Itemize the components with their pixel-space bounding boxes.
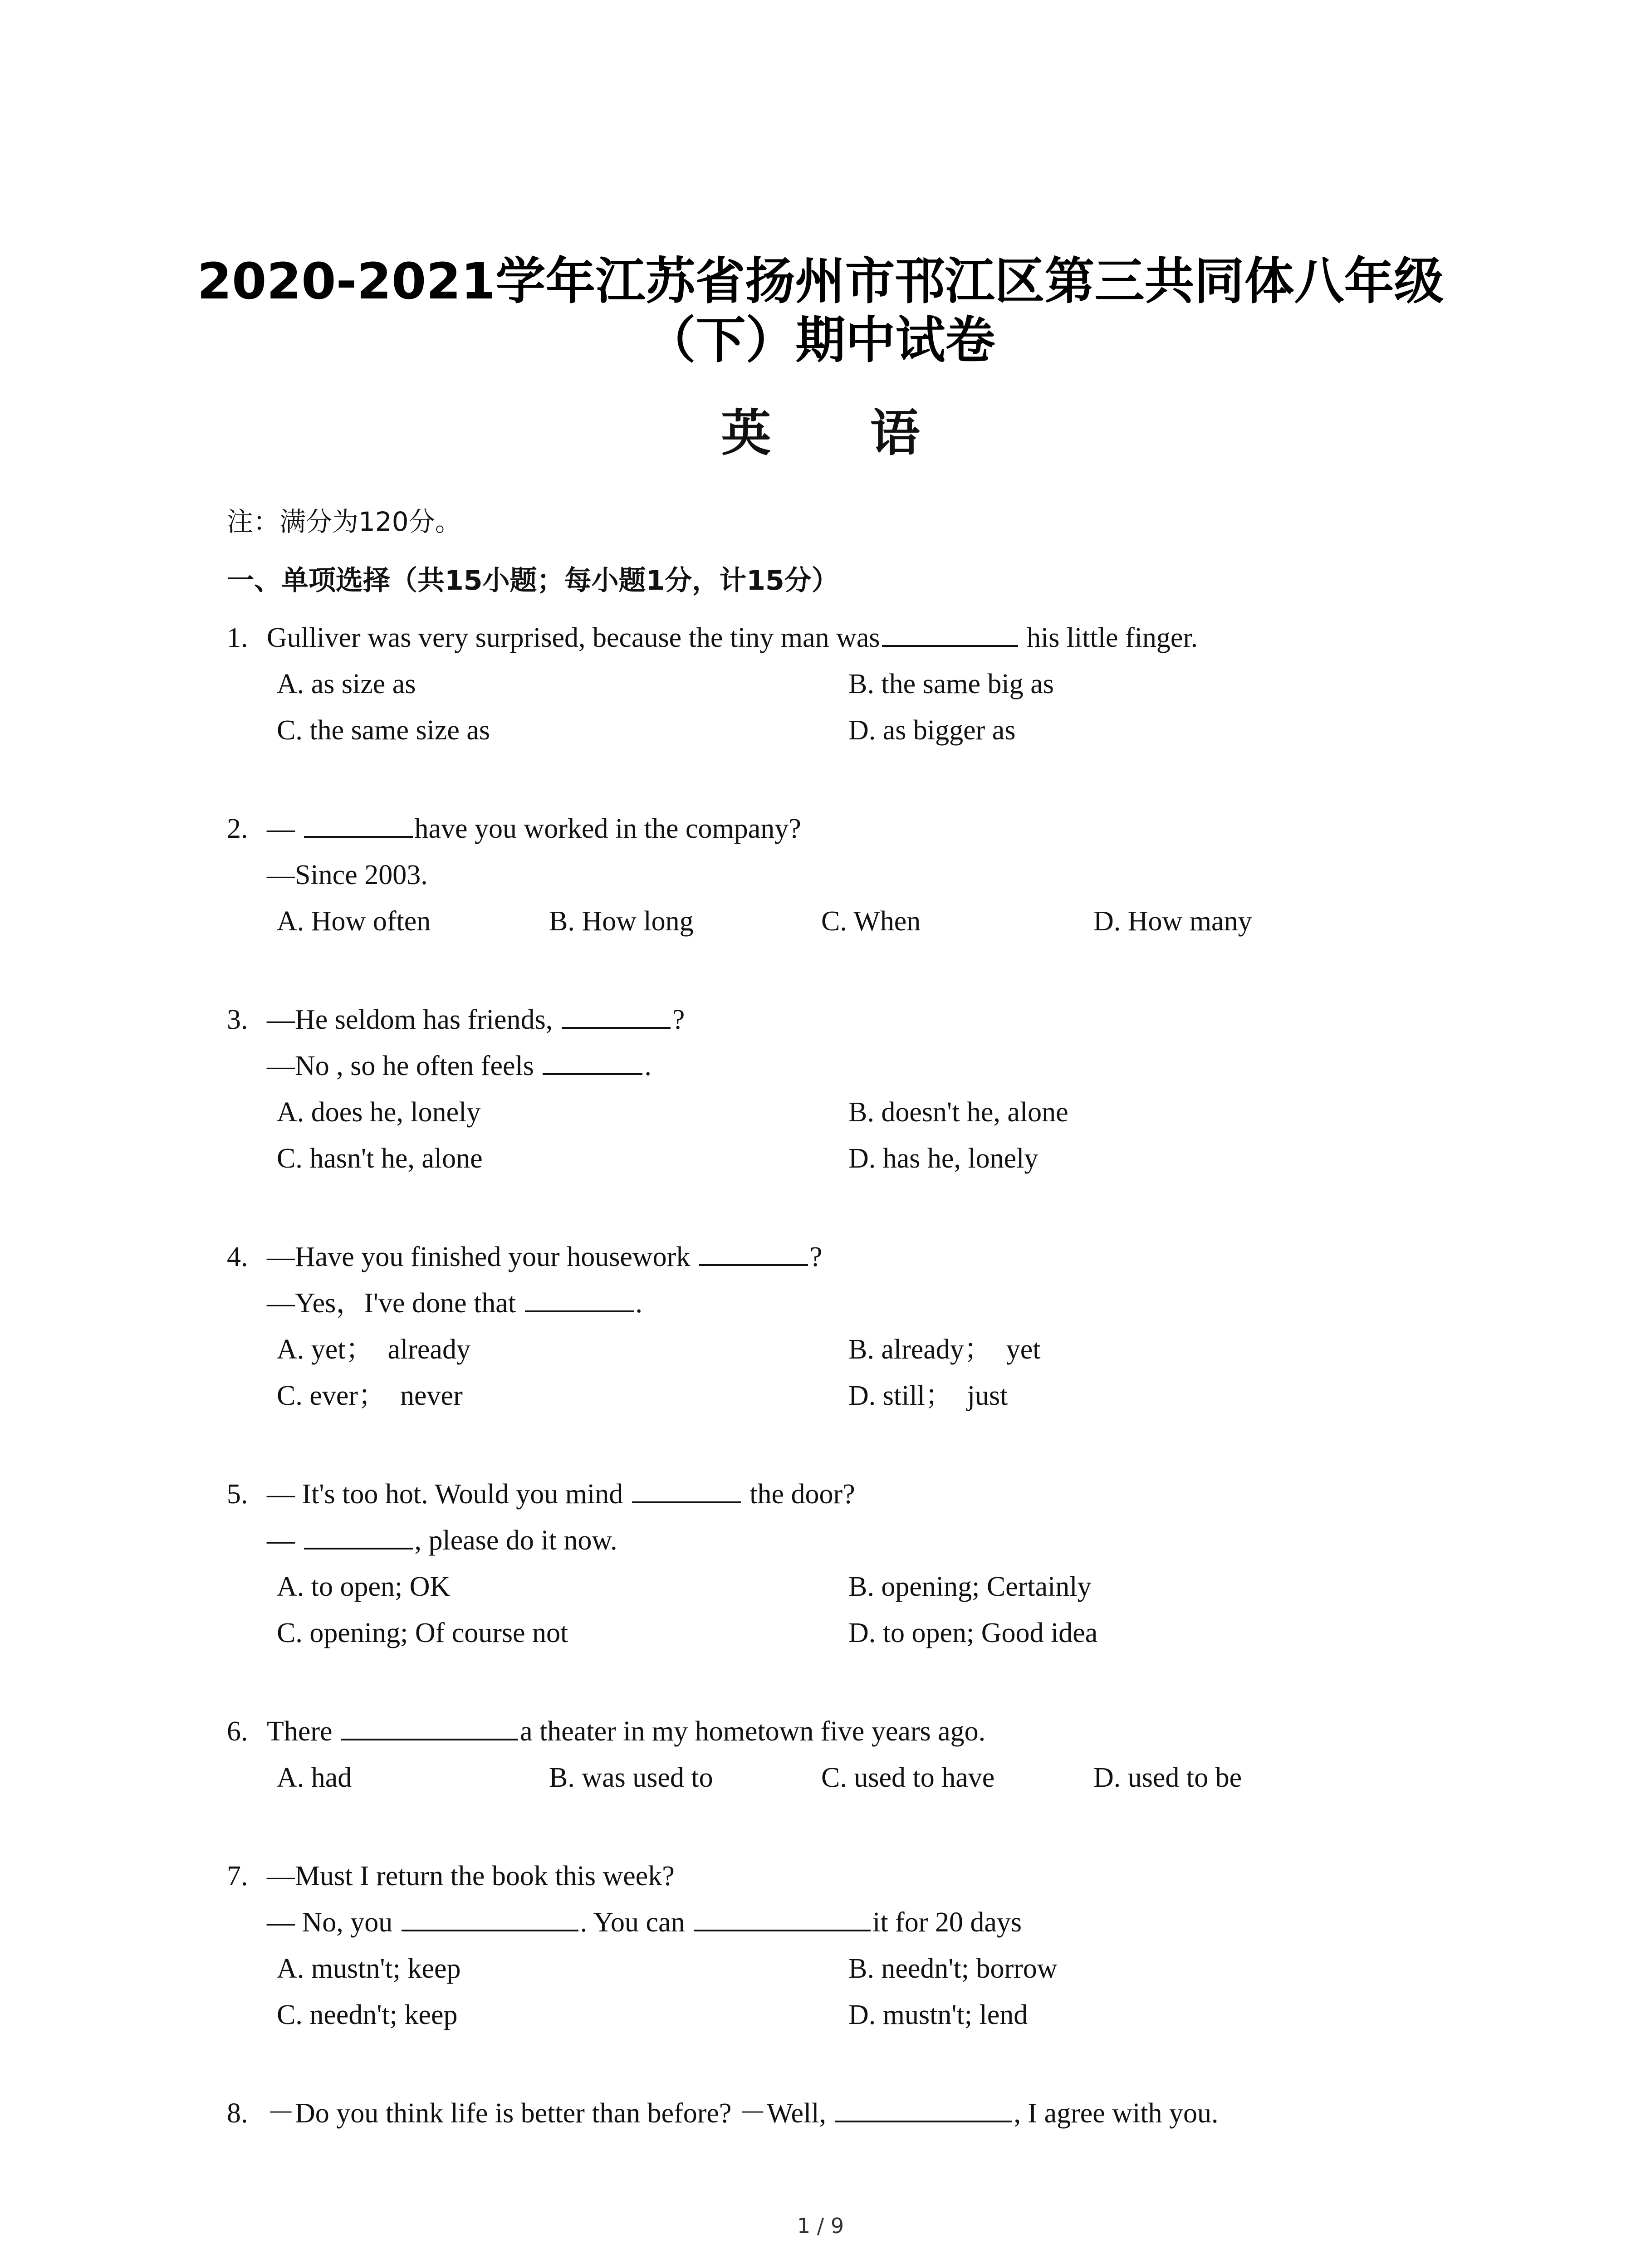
answer-option: D. to open; Good idea xyxy=(848,1618,1098,1648)
answer-option: C. When xyxy=(821,906,921,937)
question-text-line xyxy=(227,1234,1452,1280)
question-item xyxy=(227,997,1452,1182)
question-text-line xyxy=(227,1708,1452,1755)
question-text-line xyxy=(227,1517,1452,1564)
question-text-line xyxy=(227,806,1452,852)
question-text: a theater in my hometown five years ago. xyxy=(520,1716,986,1747)
answer-option: A. as size as xyxy=(277,669,416,699)
answer-option: B. How long xyxy=(549,906,694,937)
question-text-line xyxy=(227,997,1452,1043)
answer-option: B. already； yet xyxy=(848,1334,1041,1365)
answer-option: C. used to have xyxy=(821,1762,995,1793)
question-text: the door? xyxy=(742,1479,855,1510)
answer-blank xyxy=(304,810,413,838)
question-text: . xyxy=(635,1288,643,1319)
question-text: — No, you xyxy=(267,1907,400,1938)
answer-option: B. doesn't he, alone xyxy=(848,1097,1068,1128)
question-text: it for 20 days xyxy=(872,1907,1022,1938)
question-text: —Since 2003. xyxy=(267,860,428,890)
question-item xyxy=(227,1708,1452,1801)
answer-blank xyxy=(543,1047,642,1075)
question-text: ? xyxy=(809,1242,823,1272)
question-number: 1. xyxy=(227,622,248,653)
question-text: —Have you finished your housework xyxy=(267,1242,697,1272)
question-number: 8. xyxy=(227,2098,248,2129)
answer-option: B. needn't; borrow xyxy=(848,1953,1058,1984)
answer-option: C. the same size as xyxy=(277,715,490,746)
page-number: 1 / 9 xyxy=(797,2214,844,2238)
question-text: . xyxy=(644,1051,652,1081)
question-text: —Must I return the book this week? xyxy=(267,1861,675,1892)
question-text-line xyxy=(227,1280,1452,1326)
question-text: — It's too hot. Would you mind xyxy=(267,1479,630,1510)
answer-option: A. yet； already xyxy=(277,1334,470,1365)
question-text-line xyxy=(227,1899,1452,1945)
exam-title-line-2: （下）期中试卷 xyxy=(646,311,995,369)
question-number: 2. xyxy=(227,813,248,844)
question-list xyxy=(227,615,1452,2136)
answer-blank xyxy=(699,1238,808,1266)
question-text-line xyxy=(227,1043,1452,1089)
question-item xyxy=(227,1471,1452,1656)
question-item xyxy=(227,2090,1452,2136)
answer-blank xyxy=(304,1521,413,1549)
question-text: —No , so he often feels xyxy=(267,1051,541,1081)
question-text-line xyxy=(227,615,1452,661)
question-number: 6. xyxy=(227,1716,248,1747)
answer-option: C. hasn't he, alone xyxy=(277,1143,483,1174)
answer-options xyxy=(227,1089,1452,1182)
question-text: . You can xyxy=(580,1907,692,1938)
answer-option: B. was used to xyxy=(549,1762,713,1793)
question-item xyxy=(227,806,1452,944)
question-number: 5. xyxy=(227,1479,248,1510)
answer-option: A. How often xyxy=(277,906,431,937)
question-text: —He seldom has friends, xyxy=(267,1004,560,1035)
answer-option: A. to open; OK xyxy=(277,1571,451,1602)
question-number: 3. xyxy=(227,1004,248,1035)
question-item xyxy=(227,1234,1452,1419)
question-text-line xyxy=(227,1471,1452,1517)
answer-options xyxy=(227,1326,1452,1419)
question-text-line xyxy=(227,852,1452,898)
answer-option: C. needn't; keep xyxy=(277,1999,458,2030)
answer-blank xyxy=(632,1475,741,1503)
answer-option: A. mustn't; keep xyxy=(277,1953,461,1984)
answer-option: D. has he, lonely xyxy=(848,1143,1038,1174)
question-text: Gulliver was very surprised, because the tiny man was xyxy=(267,622,880,653)
question-text: — xyxy=(267,1525,302,1556)
question-text: his little finger. xyxy=(1019,622,1198,653)
answer-blank xyxy=(525,1284,634,1312)
question-text: , please do it now. xyxy=(414,1525,617,1556)
question-text: －Do you think life is better than before? －Well, xyxy=(267,2098,833,2129)
answer-options xyxy=(227,661,1452,753)
answer-option: D. mustn't; lend xyxy=(848,1999,1028,2030)
answer-option: D. How many xyxy=(1093,906,1252,937)
answer-blank xyxy=(694,1903,871,1931)
answer-option: B. opening; Certainly xyxy=(848,1571,1092,1602)
answer-blank xyxy=(562,1001,671,1029)
section-heading: 一、单项选择（共15小题；每小题1分，计15分） xyxy=(227,565,839,596)
answer-option: D. used to be xyxy=(1093,1762,1242,1793)
question-text-line xyxy=(227,1853,1452,1899)
question-item xyxy=(227,615,1452,753)
subject-heading: 英 语 xyxy=(721,404,961,462)
answer-options xyxy=(227,898,1452,944)
question-text: , I agree with you. xyxy=(1014,2098,1219,2129)
score-note: 注：满分为120分。 xyxy=(227,506,461,537)
question-text: have you worked in the company? xyxy=(414,813,801,844)
answer-option: B. the same big as xyxy=(848,669,1054,699)
answer-blank xyxy=(341,1712,518,1740)
answer-option: A. had xyxy=(277,1762,352,1793)
answer-blank xyxy=(402,1903,578,1931)
answer-option: C. ever； never xyxy=(277,1380,463,1411)
exam-title-line-1: 2020-2021学年江苏省扬州市邗江区第三共同体八年级 xyxy=(197,252,1444,310)
answer-blank xyxy=(882,619,1018,647)
question-number: 4. xyxy=(227,1242,248,1272)
question-text: —Yes，I've done that xyxy=(267,1288,523,1319)
answer-option: D. as bigger as xyxy=(848,715,1016,746)
question-text: There xyxy=(267,1716,340,1747)
question-text: — xyxy=(267,813,302,844)
answer-blank xyxy=(835,2094,1012,2122)
answer-option: C. opening; Of course not xyxy=(277,1618,568,1648)
answer-option: D. still； just xyxy=(848,1380,1008,1411)
question-text: ? xyxy=(672,1004,685,1035)
answer-options xyxy=(227,1755,1452,1801)
question-number: 7. xyxy=(227,1861,248,1892)
question-text-line xyxy=(227,2090,1452,2136)
answer-option: A. does he, lonely xyxy=(277,1097,481,1128)
answer-options xyxy=(227,1945,1452,2038)
question-item xyxy=(227,1853,1452,2038)
answer-options xyxy=(227,1564,1452,1656)
